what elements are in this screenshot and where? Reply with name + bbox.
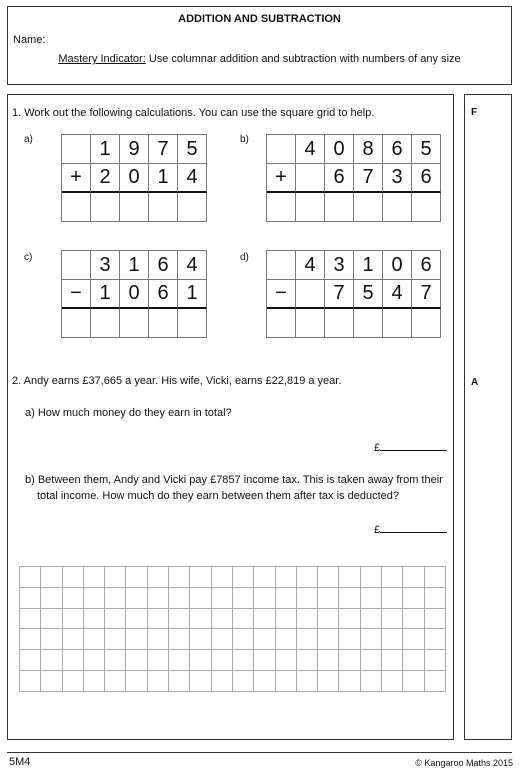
working-grid-cell[interactable]	[126, 671, 147, 692]
answer-cell[interactable]	[120, 309, 149, 338]
working-grid-cell[interactable]	[169, 567, 190, 588]
answer-cell[interactable]	[325, 193, 354, 222]
calc-c-label: c)	[24, 252, 33, 263]
answer-blank[interactable]	[380, 523, 447, 533]
working-grid-cell[interactable]	[105, 629, 126, 650]
grid-cell[interactable]: 7	[354, 164, 383, 193]
working-grid-cell[interactable]	[63, 671, 84, 692]
answer-cell[interactable]	[91, 193, 120, 222]
grid-cell[interactable]: 1	[149, 164, 178, 193]
currency-symbol: £	[374, 442, 381, 454]
grid-cell[interactable]: 6	[412, 164, 441, 193]
footer-divider	[7, 752, 512, 753]
grid-cell[interactable]: 8	[354, 135, 383, 164]
working-grid-cell[interactable]	[148, 609, 169, 630]
working-grid-cell[interactable]	[105, 671, 126, 692]
working-grid-cell[interactable]	[190, 609, 211, 630]
working-grid-cell[interactable]	[276, 629, 297, 650]
working-grid-cell[interactable]	[20, 588, 41, 609]
working-grid-cell[interactable]	[276, 671, 297, 692]
working-grid-cell[interactable]	[425, 629, 446, 650]
working-grid-cell[interactable]	[318, 588, 339, 609]
grid-cell[interactable]	[296, 280, 325, 309]
working-grid-cell[interactable]	[169, 650, 190, 671]
working-grid-cell[interactable]	[403, 567, 424, 588]
working-grid-cell[interactable]	[105, 609, 126, 630]
working-grid-cell[interactable]	[41, 650, 62, 671]
grid-cell[interactable]	[296, 164, 325, 193]
working-grid-cell[interactable]	[254, 650, 275, 671]
working-grid-cell[interactable]	[318, 609, 339, 630]
grid-cell[interactable]: 1	[120, 251, 149, 280]
working-grid-cell[interactable]	[297, 629, 318, 650]
grid-cell[interactable]: 1	[178, 280, 207, 309]
working-grid-cell[interactable]	[169, 671, 190, 692]
grid-cell[interactable]: 5	[412, 135, 441, 164]
working-grid-cell[interactable]	[361, 671, 382, 692]
working-grid-cell[interactable]	[254, 629, 275, 650]
working-grid-cell[interactable]	[212, 609, 233, 630]
working-grid-cell[interactable]	[84, 629, 105, 650]
working-grid-cell[interactable]	[233, 629, 254, 650]
working-grid-cell[interactable]	[382, 671, 403, 692]
working-grid-cell[interactable]	[297, 567, 318, 588]
working-grid-cell[interactable]	[41, 671, 62, 692]
answer-cell[interactable]	[62, 193, 91, 222]
working-grid-cell[interactable]	[339, 650, 360, 671]
working-grid-cell[interactable]	[276, 588, 297, 609]
working-grid-cell[interactable]	[318, 567, 339, 588]
working-grid-cell[interactable]	[339, 567, 360, 588]
working-grid-cell[interactable]	[276, 609, 297, 630]
working-grid-cell[interactable]	[63, 609, 84, 630]
working-grid-cell[interactable]	[339, 588, 360, 609]
working-grid-cell[interactable]	[233, 588, 254, 609]
grid-cell[interactable]	[267, 251, 296, 280]
grid-cell[interactable]: 3	[325, 251, 354, 280]
answer-cell[interactable]	[383, 193, 412, 222]
working-grid-cell[interactable]	[63, 629, 84, 650]
grid-cell[interactable]: 6	[412, 251, 441, 280]
side-column	[464, 94, 512, 740]
answer-line-2b[interactable]	[374, 523, 447, 536]
mastery-indicator	[8, 53, 511, 65]
working-grid-cell[interactable]	[41, 629, 62, 650]
answer-blank[interactable]	[380, 441, 447, 451]
working-grid-cell[interactable]	[190, 650, 211, 671]
footer-copyright: © Kangaroo Maths 2015	[415, 758, 513, 768]
grid-cell[interactable]: 4	[383, 280, 412, 309]
working-grid-cell[interactable]	[105, 588, 126, 609]
grid-cell[interactable]: 0	[120, 280, 149, 309]
grid-cell[interactable]: 6	[325, 164, 354, 193]
answer-cell[interactable]	[412, 309, 441, 338]
working-grid-cell[interactable]	[297, 609, 318, 630]
grid-cell[interactable]: −	[267, 280, 296, 309]
grid-cell[interactable]: 5	[178, 135, 207, 164]
working-grid-cell[interactable]	[403, 671, 424, 692]
calc-c-grid	[61, 250, 207, 338]
working-grid-cell[interactable]	[84, 609, 105, 630]
answer-cell[interactable]	[120, 193, 149, 222]
working-grid-cell[interactable]	[20, 671, 41, 692]
answer-cell[interactable]	[91, 309, 120, 338]
grid-cell[interactable]: 1	[354, 251, 383, 280]
answer-cell[interactable]	[296, 193, 325, 222]
working-grid-cell[interactable]	[254, 588, 275, 609]
grid-cell[interactable]: 1	[91, 135, 120, 164]
working-grid-cell[interactable]	[84, 588, 105, 609]
grid-cell[interactable]: −	[62, 280, 91, 309]
calc-d-label: d)	[240, 252, 249, 263]
mastery-indicator-label: Mastery Indicator:	[58, 53, 146, 65]
working-grid-cell[interactable]	[148, 671, 169, 692]
question-2-prompt: 2. Andy earns £37,665 a year. His wife, Vicki, earns £22,819 a year.	[12, 375, 342, 387]
working-grid-cell[interactable]	[276, 650, 297, 671]
grid-cell[interactable]: 0	[120, 164, 149, 193]
footer-code: 5M4	[9, 756, 31, 768]
answer-cell[interactable]	[296, 309, 325, 338]
working-grid-cell[interactable]	[233, 671, 254, 692]
side-label-a: A	[471, 377, 479, 388]
question-2b-text-line1: b) Between them, Andy and Vicki pay £7857 income tax. This is taken away from their	[25, 474, 443, 486]
grid-cell[interactable]: 4	[178, 251, 207, 280]
answer-cell[interactable]	[354, 193, 383, 222]
working-grid-cell[interactable]	[425, 567, 446, 588]
grid-cell[interactable]: 5	[354, 280, 383, 309]
working-grid-cell[interactable]	[212, 629, 233, 650]
working-grid-cell[interactable]	[361, 567, 382, 588]
working-grid-cell[interactable]	[233, 609, 254, 630]
working-grid-cell[interactable]	[318, 671, 339, 692]
answer-line-2a[interactable]	[374, 441, 447, 454]
grid-cell[interactable]: 9	[120, 135, 149, 164]
grid-cell[interactable]: 0	[383, 251, 412, 280]
working-grid-cell[interactable]	[105, 567, 126, 588]
answer-cell[interactable]	[178, 193, 207, 222]
working-grid-cell[interactable]	[126, 650, 147, 671]
working-grid-cell[interactable]	[190, 671, 211, 692]
working-grid-cell[interactable]	[20, 609, 41, 630]
working-grid-cell[interactable]	[276, 567, 297, 588]
working-grid-cell[interactable]	[126, 609, 147, 630]
working-grid-cell[interactable]	[212, 567, 233, 588]
working-grid-cell[interactable]	[425, 650, 446, 671]
grid-cell[interactable]: 0	[325, 135, 354, 164]
calc-a-grid	[61, 134, 207, 222]
answer-cell[interactable]	[149, 193, 178, 222]
side-label-f: F	[471, 107, 478, 118]
grid-cell[interactable]: 3	[383, 164, 412, 193]
working-grid-cell[interactable]	[339, 609, 360, 630]
working-grid-cell[interactable]	[63, 567, 84, 588]
working-grid-cell[interactable]	[297, 671, 318, 692]
working-grid-cell[interactable]	[105, 650, 126, 671]
grid-cell[interactable]: 6	[149, 251, 178, 280]
grid-cell[interactable]: 6	[383, 135, 412, 164]
working-grid-cell[interactable]	[126, 567, 147, 588]
working-grid-cell[interactable]	[169, 629, 190, 650]
grid-cell[interactable]: 2	[91, 164, 120, 193]
grid-cell[interactable]: 4	[296, 251, 325, 280]
working-grid-cell[interactable]	[297, 588, 318, 609]
working-grid-cell[interactable]	[318, 650, 339, 671]
working-grid-cell[interactable]	[212, 671, 233, 692]
working-grid-cell[interactable]	[425, 671, 446, 692]
page-title: ADDITION AND SUBTRACTION	[178, 13, 341, 25]
working-grid-cell[interactable]	[63, 650, 84, 671]
currency-symbol: £	[374, 524, 381, 536]
working-grid-cell[interactable]	[382, 650, 403, 671]
grid-cell[interactable]: 4	[296, 135, 325, 164]
working-grid-cell[interactable]	[148, 567, 169, 588]
answer-cell[interactable]	[412, 193, 441, 222]
answer-cell[interactable]	[267, 193, 296, 222]
working-grid-cell[interactable]	[63, 588, 84, 609]
working-grid-cell[interactable]	[361, 609, 382, 630]
working-grid-cell[interactable]	[84, 567, 105, 588]
working-grid-cell[interactable]	[318, 629, 339, 650]
working-grid-cell[interactable]	[254, 609, 275, 630]
working-grid-cell[interactable]	[212, 650, 233, 671]
working-grid-cell[interactable]	[212, 588, 233, 609]
answer-cell[interactable]	[178, 309, 207, 338]
working-grid-cell[interactable]	[20, 567, 41, 588]
grid-cell[interactable]: +	[267, 164, 296, 193]
working-grid-cell[interactable]	[339, 629, 360, 650]
working-grid-cell[interactable]	[169, 609, 190, 630]
grid-cell[interactable]: 7	[412, 280, 441, 309]
name-label: Name:	[13, 34, 46, 46]
question-2b-text-line2: total income. How much do they earn between them after tax is deducted?	[37, 490, 399, 502]
working-grid-cell[interactable]	[382, 609, 403, 630]
working-grid-cell[interactable]	[20, 650, 41, 671]
working-grid-cell[interactable]	[148, 588, 169, 609]
working-grid-cell[interactable]	[361, 650, 382, 671]
calc-a-label: a)	[24, 134, 33, 145]
working-grid-cell[interactable]	[382, 629, 403, 650]
grid-cell[interactable]: 4	[178, 164, 207, 193]
working-grid-cell[interactable]	[84, 671, 105, 692]
working-grid-cell[interactable]	[361, 629, 382, 650]
working-grid-cell[interactable]	[41, 609, 62, 630]
working-grid-cell[interactable]	[403, 650, 424, 671]
grid-cell[interactable]	[62, 135, 91, 164]
working-grid-cell[interactable]	[41, 567, 62, 588]
working-grid-cell[interactable]	[190, 588, 211, 609]
working-grid-cell[interactable]	[190, 567, 211, 588]
working-grid-cell[interactable]	[148, 629, 169, 650]
working-grid-cell[interactable]	[425, 609, 446, 630]
working-grid-cell[interactable]	[126, 629, 147, 650]
working-grid-cell[interactable]	[339, 671, 360, 692]
working-grid-cell[interactable]	[361, 588, 382, 609]
grid-cell[interactable]: 7	[149, 135, 178, 164]
working-grid-cell[interactable]	[190, 629, 211, 650]
grid-cell[interactable]: +	[62, 164, 91, 193]
grid-cell[interactable]: 6	[149, 280, 178, 309]
working-grid-cell[interactable]	[382, 567, 403, 588]
working-grid-cell[interactable]	[403, 588, 424, 609]
header-box	[7, 6, 512, 85]
grid-cell[interactable]	[267, 135, 296, 164]
answer-cell[interactable]	[325, 309, 354, 338]
answer-cell[interactable]	[354, 309, 383, 338]
working-grid-cell[interactable]	[403, 609, 424, 630]
working-grid-cell[interactable]	[169, 588, 190, 609]
calc-b-grid	[266, 134, 441, 222]
answer-cell[interactable]	[267, 309, 296, 338]
working-grid-cell[interactable]	[84, 650, 105, 671]
question-2a-text: a) How much money do they earn in total?	[25, 407, 232, 419]
working-grid-cell[interactable]	[382, 588, 403, 609]
calc-b-label: b)	[240, 134, 249, 145]
working-grid-cell[interactable]	[233, 650, 254, 671]
grid-cell[interactable]: 1	[91, 280, 120, 309]
working-grid-cell[interactable]	[126, 588, 147, 609]
working-grid-cell[interactable]	[41, 588, 62, 609]
working-grid-cell[interactable]	[425, 588, 446, 609]
working-grid[interactable]	[19, 566, 446, 692]
answer-cell[interactable]	[149, 309, 178, 338]
working-grid-cell[interactable]	[20, 629, 41, 650]
question-1-prompt: 1. Work out the following calculations. You can use the square grid to help.	[12, 107, 375, 119]
grid-cell[interactable]: 3	[91, 251, 120, 280]
working-grid-cell[interactable]	[297, 650, 318, 671]
grid-cell[interactable]: 7	[325, 280, 354, 309]
working-grid-cell[interactable]	[233, 567, 254, 588]
working-grid-cell[interactable]	[403, 629, 424, 650]
working-grid-cell[interactable]	[254, 671, 275, 692]
calc-d-grid	[266, 250, 441, 338]
mastery-indicator-text: Use columnar addition and subtraction with numbers of any size	[148, 53, 461, 65]
grid-cell[interactable]	[62, 251, 91, 280]
answer-cell[interactable]	[62, 309, 91, 338]
answer-cell[interactable]	[383, 309, 412, 338]
working-grid-cell[interactable]	[148, 650, 169, 671]
working-grid-cell[interactable]	[254, 567, 275, 588]
